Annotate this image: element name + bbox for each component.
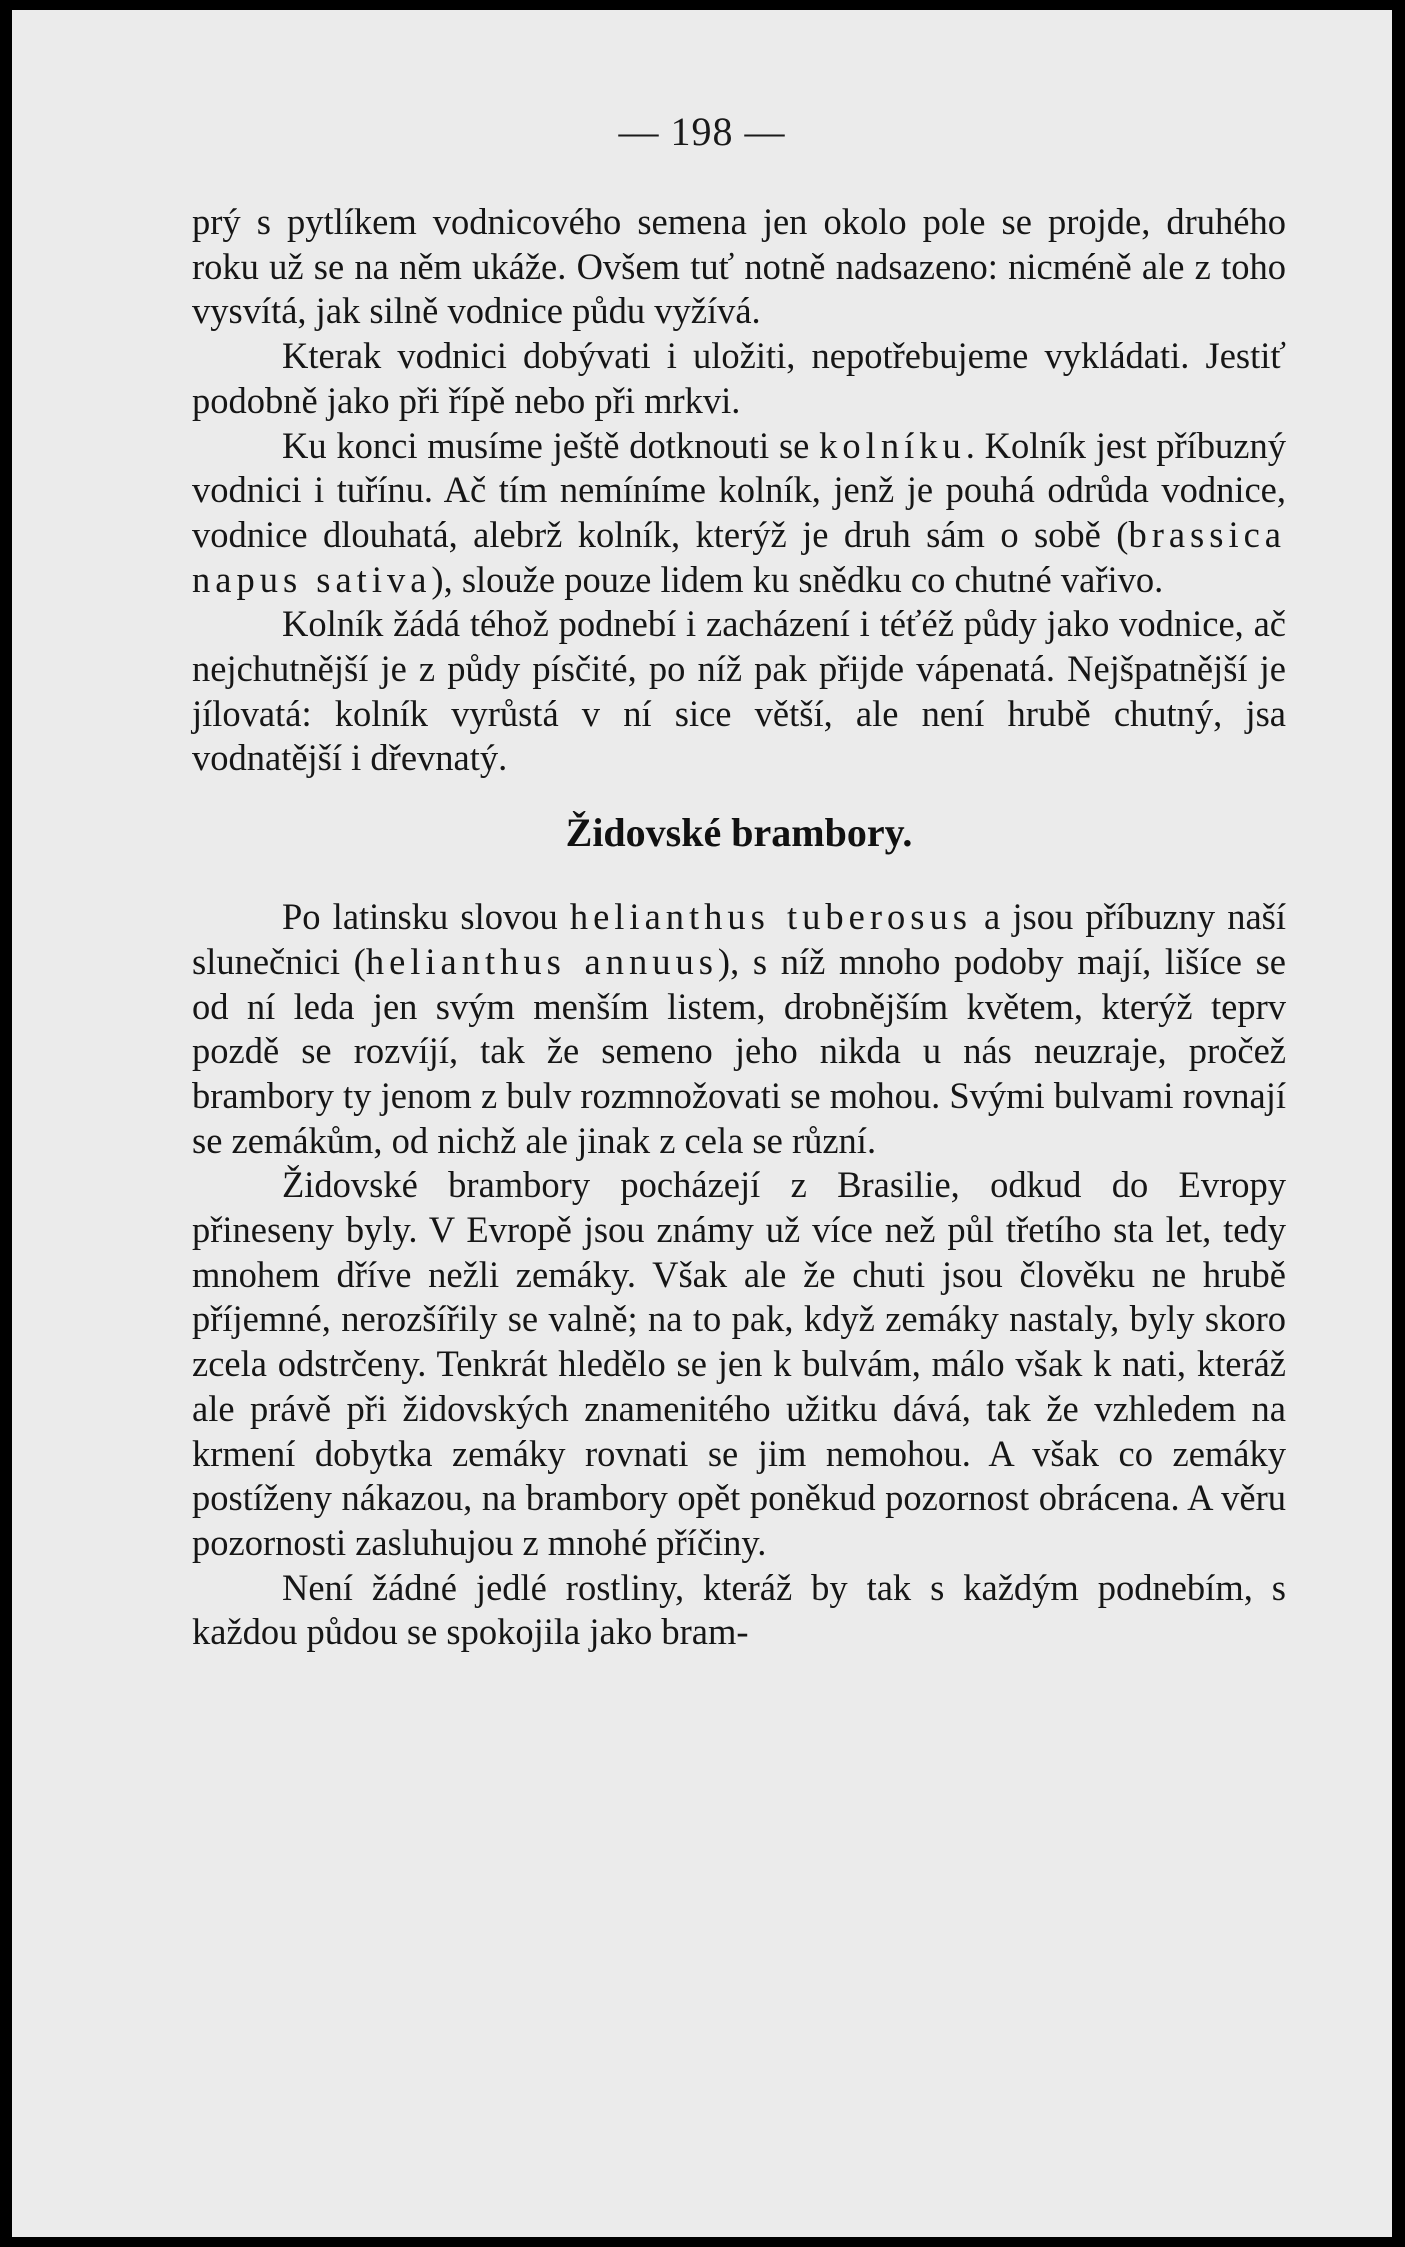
paragraph bbox=[192, 424, 1286, 603]
paragraph: Kterak vodnici dobývati i uložiti, nepotřebujeme vykládati. Jestiť podobně jako při řípě nebo při mrkvi. bbox=[192, 335, 1286, 421]
paragraph: Židovské brambory pocházejí z Brasilie, odkud do Evropy přineseny byly. V Evropě jsou známy už více než půl třetího sta let, tedy mnohem dříve nežli zemáky. Však ale že chuti jsou člověku ne hrubě příjemné, nerozšířily se valně; na to pak, když zemáky nastaly, byly skoro zcela odstrčeny. Tenkrát hledělo se jen k bulvám, málo však k nati, kteráž ale právě při židovských znamenitého užitku dává, tak že vzhledem na krmení dobytka zemáky rovnati se jim nemohou. A však co zemáky postíženy nákazou, na brambory opět poněkud pozornost obrácena. A věru pozornosti zasluhujou z mnohé příčiny. bbox=[192, 1164, 1286, 1563]
text-run: a jsou příbuzny naší slunečnici ( bbox=[192, 896, 1286, 982]
text-run: ), s níž mnoho podoby mají, lišíce se od ní leda jen svým menším listem, drobnějším květem, kterýž teprv pozdě se rozvíjí, tak že semeno jeho nikda u nás neuzraje, pročež brambory ty jenom z bulv rozmnožovati se mohou. Svými bulvami rovnají se zemákům, od nichž ale jinak z cela se různí. bbox=[192, 940, 1286, 1161]
latin-name: helianthus tuberosus bbox=[569, 896, 972, 938]
page-number: — 198 — bbox=[618, 109, 786, 154]
paragraph: prý s pytlíkem vodnicového semena jen okolo pole se projde, druhého roku už se na něm ukáže. Ovšem tuť notně nadsazeno: nicméně ale z toho vysvítá, jak silně vodnice půdu vyžívá. bbox=[192, 201, 1286, 332]
text-run: ), slouže pouze lidem ku snědku co chutné vařivo. bbox=[431, 558, 1164, 600]
latin-name: helianthus annuus bbox=[365, 940, 718, 982]
text-run: Po latinsku slovou bbox=[282, 896, 570, 938]
section-heading: Židovské brambory. bbox=[565, 810, 913, 856]
latin-name: brassica napus sativa bbox=[192, 513, 1286, 600]
term-kolnik: kolníku bbox=[819, 424, 966, 466]
page-text bbox=[192, 200, 1286, 1655]
book-page bbox=[12, 10, 1392, 2237]
paragraph bbox=[192, 895, 1286, 1163]
text-run: . Kolník jest příbuzný vodnici i tuřínu. Ač tím nemíníme kolník, jenž je pouhá odrůda vodnice, vodnice dlouhatá, alebrž kolník, kterýž je druh sám o sobě ( bbox=[192, 424, 1287, 555]
paragraph: Kolník žádá téhož podnebí i zacházení i téťéž půdy jako vodnice, ač nejchutnější je z půdy písčité, po níž pak přijde vápenatá. Nejšpatnější je jílovatá: kolník vyrůstá v ní sice větší, ale není hrubě chutný, jsa vodnatější i dřevnatý. bbox=[192, 603, 1286, 779]
text-run: Ku konci musíme ještě dotknouti se bbox=[282, 424, 820, 466]
paragraph: Není žádné jedlé rostliny, kteráž by tak s každým podnebím, s každou půdou se spokojila jako bram- bbox=[192, 1566, 1286, 1653]
